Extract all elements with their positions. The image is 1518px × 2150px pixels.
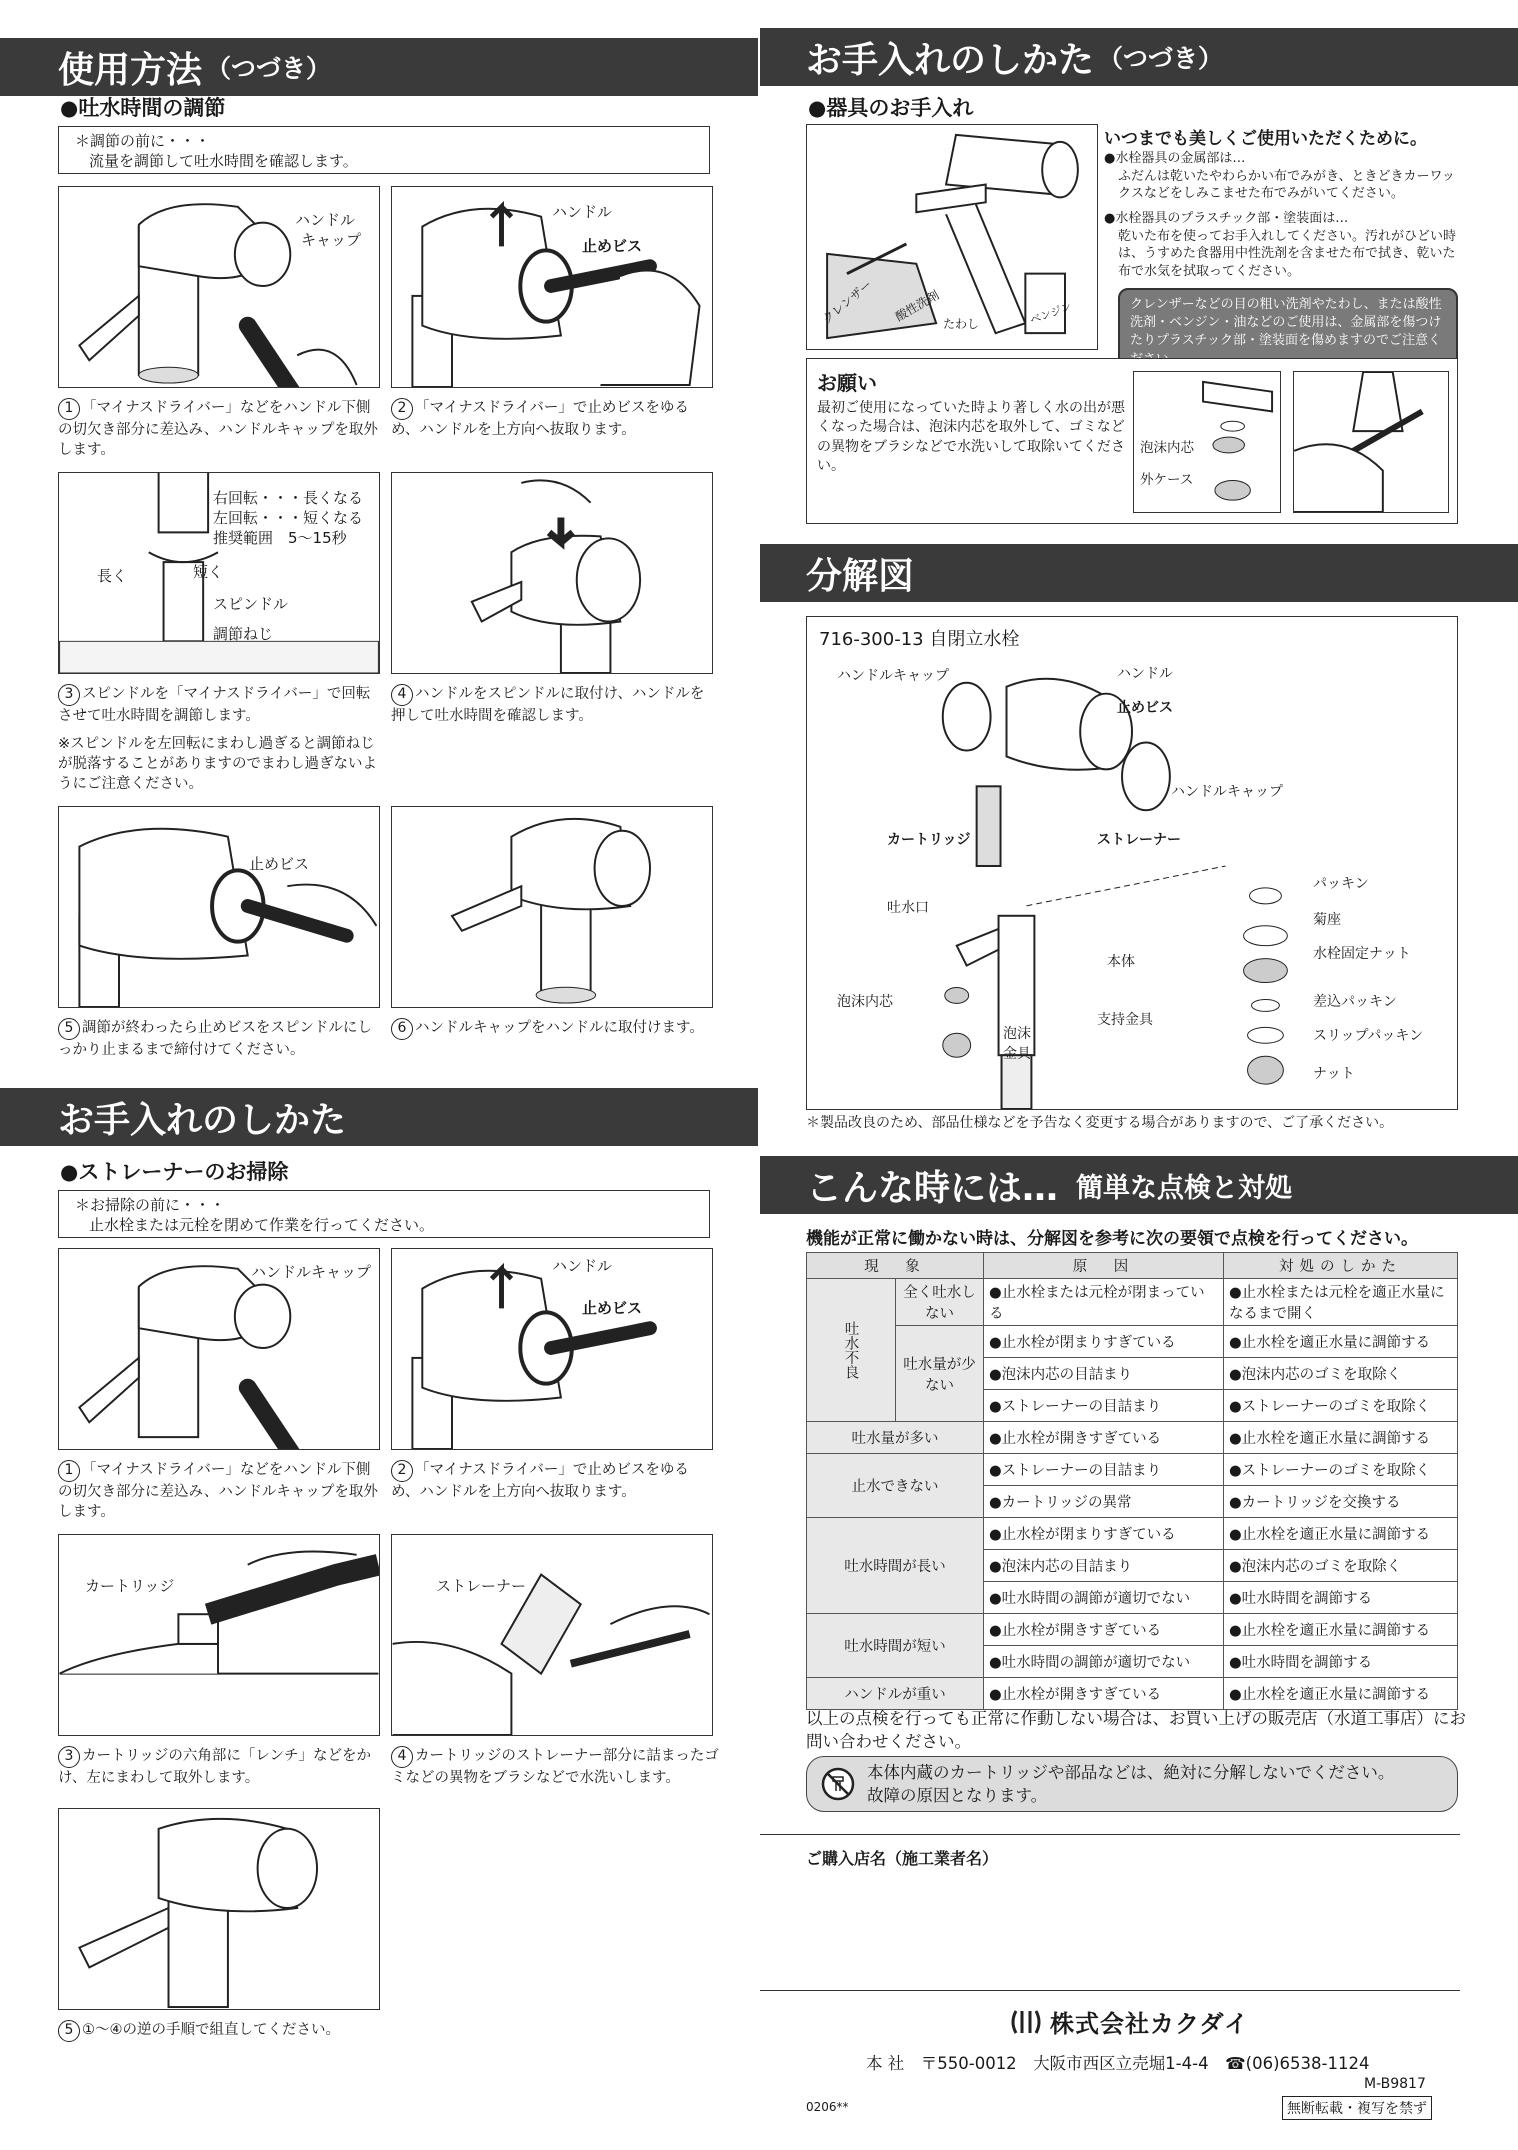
- usage-panel-1: [58, 186, 380, 388]
- caption-text: カートリッジのストレーナー部分に詰まったゴミなどの異物をブラシなどで水洗いします。: [391, 1748, 719, 1786]
- caption-text: 「マイナスドライバー」などをハンドル下側の切欠き部分に差込み、ハンドルキャップを取外します。: [58, 1462, 378, 1520]
- request-brush-illustration: [1293, 371, 1449, 513]
- usage-caption-5: [58, 1018, 380, 1060]
- label-benzine: ベンジン: [1028, 299, 1074, 328]
- care-panel-2: [391, 1248, 713, 1450]
- footer-divider: [760, 1990, 1460, 1991]
- fix-cell: ●止水栓を適正水量に調節する: [1223, 1422, 1457, 1454]
- fix-cell: ●吐水時間を調節する: [1223, 1582, 1457, 1614]
- label-aerator-core: 泡沫内芯: [837, 994, 893, 1010]
- label-longer: 長く: [97, 567, 128, 585]
- label-acid-detergent: 酸性洗剤: [892, 287, 942, 324]
- usage-caption-6: [391, 1018, 721, 1040]
- cause-cell: ●止水栓または元栓が閉まっている: [983, 1279, 1223, 1326]
- phenomenon-cell: 止水できない: [807, 1454, 984, 1518]
- company-logo: [1010, 2004, 1249, 2039]
- care-panel-5: [58, 1808, 380, 2010]
- table-row: [807, 1518, 1458, 1550]
- care-caption-2: [391, 1460, 713, 1502]
- care-header: [0, 1088, 758, 1146]
- label-nut: ナット: [1313, 1066, 1355, 1082]
- label-strainer: ストレーナー: [1097, 832, 1181, 848]
- fix-cell: ●ストレーナーのゴミを取除く: [1223, 1390, 1457, 1422]
- care2-bullet-1: [1104, 150, 1466, 203]
- care2-title-suffix: （つづき）: [1098, 44, 1224, 73]
- fix-cell: ●泡沫内芯のゴミを取除く: [1223, 1550, 1457, 1582]
- phenomenon-cell: 吐水量が少ない: [896, 1326, 984, 1422]
- table-row: [807, 1678, 1458, 1710]
- caption-text: スピンドルを「マイナスドライバー」で回転させて吐水時間を調節します。: [58, 686, 371, 724]
- usage-header: [0, 38, 758, 96]
- header-fix: 対処のしかた: [1223, 1253, 1457, 1279]
- label-support-fitting: 支持金具: [1097, 1012, 1153, 1028]
- step-number: 5: [58, 1018, 80, 1040]
- care-subsection: ●ストレーナーのお掃除: [60, 1160, 289, 1184]
- fix-cell: ●止水栓を適正水量に調節する: [1223, 1518, 1457, 1550]
- usage-title-suffix: （つづき）: [206, 54, 332, 83]
- step-number: 6: [391, 1018, 413, 1040]
- usage-note-line1: ＊調節の前に・・・: [75, 132, 211, 150]
- cause-cell: ●吐水時間の調節が適切でない: [983, 1582, 1223, 1614]
- label-body: 本体: [1107, 954, 1135, 970]
- step-number: 4: [391, 684, 413, 706]
- cause-cell: ●泡沫内芯の目詰まり: [983, 1550, 1223, 1582]
- usage-note-line2: 流量を調節して吐水時間を確認します。: [89, 152, 358, 171]
- trouble-warning: [806, 1756, 1458, 1812]
- handle-removal-illustration: [392, 1249, 712, 1449]
- fix-cell: ●止水栓または元栓を適正水量になるまで開く: [1223, 1279, 1457, 1326]
- phenomenon-cell: 吐水時間が短い: [807, 1614, 984, 1678]
- care2-illustration: [806, 124, 1098, 350]
- step-number: 4: [391, 1746, 413, 1768]
- faucet-complete-illustration: [59, 1809, 379, 2009]
- label-aerator-core: 泡沫内芯: [1140, 440, 1194, 456]
- trouble-header: [760, 1156, 1518, 1214]
- care-caption-5: [58, 2020, 380, 2042]
- bullet-head: ●水栓器具のプラスチック部・塗装面は…: [1104, 211, 1349, 226]
- step-number: 5: [58, 2020, 80, 2042]
- fix-cell: ●止水栓を適正水量に調節する: [1223, 1326, 1457, 1358]
- care2-gray-note: クレンザーなどの目の粗い洗剤やたわし、または酸性洗剤・ベンジン・油などのご使用は、金属部を傷つけたりプラスチック部・塗装面を傷めますのでご注意く: [1118, 288, 1458, 377]
- label-handle: ハンドル: [552, 203, 613, 221]
- wrench-cartridge-illustration: [59, 1535, 379, 1735]
- bullet-body: 乾いた布を使ってお手入れしてください。汚れがひどい時は、うすめた食器用中性洗剤を含ませた布で拭き、乾いた布で水気を拭取ってください。: [1118, 228, 1457, 279]
- label-left-turn: 左回転・・・短くなる: [213, 509, 364, 527]
- cause-cell: ●カートリッジの異常: [983, 1486, 1223, 1518]
- label-outer-case: 外ケース: [1140, 472, 1194, 488]
- doc-code: M-B9817: [1364, 2076, 1426, 2092]
- table-header-row: [807, 1253, 1458, 1279]
- request-body: 最初ご使用になっていた時より著しく水の出が悪くなった場合は、泡沫内芯を取外して、ゴミなどの異物をブラシなどで水洗いして取除いてください。: [817, 400, 1125, 474]
- care-note-line2: 止水栓または元栓を閉めて作業を行ってください。: [89, 1216, 435, 1235]
- care-caption-1: [58, 1460, 380, 1522]
- care2-header: [760, 28, 1518, 86]
- usage-note: [58, 126, 710, 174]
- care-note: [58, 1190, 710, 1238]
- cause-cell: ●止水栓が開きすぎている: [983, 1678, 1223, 1710]
- phenomenon-cell: 全く吐水しない: [896, 1279, 984, 1326]
- care-note-line1: ＊お掃除の前に・・・: [75, 1196, 226, 1214]
- cause-cell: ●止水栓が閉まりすぎている: [983, 1326, 1223, 1358]
- table-row: [807, 1454, 1458, 1486]
- usage-caption-4: [391, 684, 713, 726]
- exploded-header: [760, 544, 1518, 602]
- tighten-screw-illustration: [59, 807, 379, 1007]
- usage-caption-3: [58, 684, 380, 726]
- fix-cell: ●カートリッジを交換する: [1223, 1486, 1457, 1518]
- care-title: お手入れのしかた: [58, 1099, 347, 1141]
- label-cartridge: カートリッジ: [887, 832, 971, 848]
- label-recommended: 推奨範囲 5〜15秒: [213, 529, 347, 547]
- cause-cell: ●止水栓が閉まりすぎている: [983, 1518, 1223, 1550]
- care-panel-4: [391, 1534, 713, 1736]
- label-handle: ハンドル: [1117, 666, 1173, 682]
- exploded-diagram: [806, 616, 1458, 1110]
- table-row: [807, 1279, 1458, 1326]
- label-handle: ハンドル: [295, 211, 356, 229]
- label-shorter: 短く: [193, 563, 224, 581]
- faucet-complete-illustration: [392, 807, 712, 1007]
- care2-heading: いつまでも美しくご使用いただくために。: [1104, 129, 1427, 149]
- caption-text: ①〜④の逆の手順で組直してください。: [82, 2022, 340, 2038]
- usage-caution: ※スピンドルを左回転にまわし過ぎると調節ねじが脱落することがありますのでまわし過ぎないようにご注意ください。: [58, 736, 377, 792]
- company-name: 株式会社カクダイ: [1050, 2010, 1250, 2038]
- label-adjust-screw: 調節ねじ: [213, 625, 274, 643]
- handle-press-illustration: [392, 473, 712, 673]
- phenomenon-cell: 吐水時間が長い: [807, 1518, 984, 1614]
- caption-text: 「マイナスドライバー」などをハンドル下側の切欠き部分に差込み、ハンドルキャップを取外します。: [58, 400, 378, 458]
- fix-cell: ●止水栓を適正水量に調節する: [1223, 1678, 1457, 1710]
- usage-panel-2: [391, 186, 713, 388]
- strainer-brush-illustration: [392, 1535, 712, 1735]
- caption-text: 調節が終わったら止めビスをスピンドルにしっかり止まるまで締付けてください。: [58, 1020, 372, 1058]
- label-slip-packing: スリップパッキン: [1313, 1028, 1424, 1044]
- fix-cell: ●ストレーナーのゴミを取除く: [1223, 1454, 1457, 1486]
- request-title: お願い: [817, 371, 877, 395]
- caption-text: ハンドルキャップをハンドルに取付けます。: [415, 1020, 704, 1036]
- phenomenon-cell: 吐水量が多い: [807, 1422, 984, 1454]
- care2-bullet-2: [1104, 210, 1466, 280]
- warning-line2: 故障の原因となります。: [867, 1786, 1048, 1805]
- header-phenomenon: 現 象: [807, 1253, 984, 1279]
- table-row: [807, 1422, 1458, 1454]
- cause-cell: ●ストレーナーの目詰まり: [983, 1390, 1223, 1422]
- label-spout: 吐水口: [887, 900, 929, 916]
- trouble-table: [806, 1252, 1458, 1710]
- kakudai-logo-icon: [1010, 2007, 1042, 2037]
- brush-washing-icon: [1294, 372, 1448, 512]
- usage-caption-2: [391, 398, 713, 440]
- step-number: 2: [391, 398, 413, 420]
- trouble-subtitle: 簡単な点検と対処: [1076, 1172, 1293, 1204]
- label-handle-cap: ハンドルキャップ: [251, 1263, 372, 1281]
- trouble-intro: 機能が正常に働かない時は、分解図を参考に次の要領で点検を行ってください。: [806, 1229, 1418, 1249]
- label-chrysanthemum: 菊座: [1313, 912, 1341, 928]
- label-cap: キャップ: [301, 231, 362, 249]
- caption-text: 「マイナスドライバー」で止めビスをゆるめ、ハンドルを上方向へ抜取ります。: [391, 400, 689, 438]
- care-caption-4: [391, 1746, 721, 1788]
- usage-title: 使用方法: [58, 49, 203, 91]
- cause-cell: ●吐水時間の調節が適切でない: [983, 1646, 1223, 1678]
- table-row: [807, 1614, 1458, 1646]
- care-panel-1: [58, 1248, 380, 1450]
- caption-text: ハンドルをスピンドルに取付け、ハンドルを押して吐水時間を確認します。: [391, 686, 705, 724]
- step-number: 3: [58, 1746, 80, 1768]
- label-stop-screw: 止めビス: [249, 855, 310, 873]
- bullet-head: ●水栓器具の金属部は…: [1104, 151, 1246, 166]
- store-label: ご購入店名（施工業者名）: [806, 1849, 999, 1868]
- cause-cell: ●止水栓が開きすぎている: [983, 1422, 1223, 1454]
- caption-text: 「マイナスドライバー」で止めビスをゆるめ、ハンドルを上方向へ抜取ります。: [391, 1462, 689, 1500]
- care2-subsection: ●器具のお手入れ: [808, 96, 974, 120]
- exploded-title: 分解図: [806, 555, 915, 597]
- usage-panel-3: [58, 472, 380, 674]
- group-label: 吐水不良: [807, 1279, 896, 1422]
- label-handle: ハンドル: [552, 1257, 613, 1275]
- exploded-model: 716-300-13 自閉立水栓: [819, 629, 1020, 650]
- label-handle-cap-2: ハンドルキャップ: [1171, 784, 1283, 800]
- label-aerator-fitting: 泡沫金具: [1003, 1026, 1031, 1062]
- bullet-body: ふだんは乾いたやわらかい布でみがき、ときどきカーワックスなどをしみこませた布でみがいてください。: [1118, 168, 1455, 202]
- cause-cell: ●泡沫内芯の目詰まり: [983, 1358, 1223, 1390]
- cause-cell: ●止水栓が開きすぎている: [983, 1614, 1223, 1646]
- label-stop-screw: 止めビス: [582, 237, 643, 255]
- trouble-after: 以上の点検を行っても正常に作動しない場合は、お買い上げの販売店（水道工事店）にお問い合わせください。: [806, 1709, 1466, 1751]
- usage-panel-5: [58, 806, 380, 1008]
- care2-title: お手入れのしかた: [806, 39, 1095, 81]
- label-scrubber: たわし: [943, 317, 980, 331]
- header-cause: 原 因: [983, 1253, 1223, 1279]
- request-aerator-illustration: [1133, 371, 1281, 513]
- usage-panel-4: [391, 472, 713, 674]
- usage-subsection: ●吐水時間の調節: [60, 96, 226, 120]
- label-cleanser: クレンザー: [819, 277, 875, 327]
- label-spindle: スピンドル: [213, 595, 289, 613]
- usage-caption-1: [58, 398, 380, 460]
- copyright-notice: 無断転載・複写を禁ず: [1282, 2096, 1432, 2120]
- step-number: 1: [58, 398, 80, 420]
- company-address: 本 社 〒550-0012 大阪市西区立売堀1-4-4 ☎(06)6538-1124: [866, 2054, 1370, 2073]
- label-handle-cap-1: ハンドルキャップ: [837, 668, 949, 684]
- label-strainer: ストレーナー: [436, 1577, 527, 1595]
- usage-panel-6: [391, 806, 713, 1008]
- label-cartridge: カートリッジ: [85, 1577, 175, 1595]
- table-row: [807, 1326, 1458, 1358]
- label-insert-packing: 差込パッキン: [1313, 994, 1397, 1010]
- no-disassemble-icon: [821, 1767, 855, 1801]
- cause-cell: ●ストレーナーの目詰まり: [983, 1454, 1223, 1486]
- caption-text: カートリッジの六角部に「レンチ」などをかけ、左にまわして取外します。: [58, 1748, 372, 1786]
- fix-cell: ●吐水時間を調節する: [1223, 1646, 1457, 1678]
- care-caption-3: [58, 1746, 380, 1788]
- step-number: 3: [58, 684, 80, 706]
- fix-cell: ●止水栓を適正水量に調節する: [1223, 1614, 1457, 1646]
- trouble-title: こんな時には…: [806, 1167, 1059, 1209]
- label-stop-screw: 止めビス: [582, 1299, 643, 1317]
- warning-line1: 本体内蔵のカートリッジや部品などは、絶対に分解しないでください。: [867, 1762, 1395, 1782]
- label-right-turn: 右回転・・・長くなる: [213, 489, 364, 507]
- store-divider: [760, 1834, 1460, 1835]
- exploded-note: ＊製品改良のため、部品仕様などを予告なく変更する場合がありますので、ご了承ください。: [806, 1115, 1394, 1131]
- phenomenon-cell: ハンドルが重い: [807, 1678, 984, 1710]
- request-box: [806, 358, 1458, 524]
- step-number: 1: [58, 1460, 80, 1482]
- step-number: 2: [391, 1460, 413, 1482]
- label-packing: パッキン: [1313, 876, 1369, 892]
- date-code: 0206**: [806, 2100, 849, 2114]
- label-stop-screw: 止めビス: [1117, 700, 1173, 716]
- label-fixing-nut: 水栓固定ナット: [1313, 946, 1411, 962]
- care-panel-3: [58, 1534, 380, 1736]
- warning-text: [867, 1761, 1394, 1807]
- fix-cell: ●泡沫内芯のゴミを取除く: [1223, 1358, 1457, 1390]
